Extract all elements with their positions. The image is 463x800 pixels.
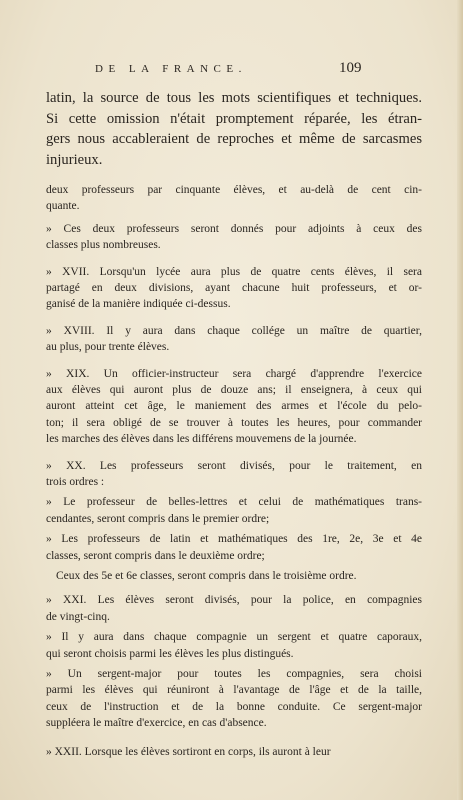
text-line: ganisé de la manière indiquée ci-dessus. [46,298,231,311]
text-line: les marches des élèves dans les différens mouvemens de la journée. [46,433,357,446]
intro-line: injurieux. [46,151,103,168]
text-line: » XVII. Lorsqu'un lycée aura plus de quatre cents élèves, il sera [46,265,422,278]
text-line: cendantes, seront compris dans le premier ordre; [46,512,270,525]
paragraph [46,666,422,732]
text-line: » Les professeurs de latin et mathématiques des 1re, 2e, 3e et 4e [46,533,422,546]
text-line: » Il y aura dans chaque compagnie un sergent et quatre caporaux, [46,631,422,644]
text-line: aux élèves qui auront plus de douze ans; il enseignera, à ceux qui [46,383,422,396]
page-header [95,63,368,75]
paragraph [46,366,422,448]
text-line: auront atteint cet âge, le maniement des armes et l'école du pelo- [46,400,422,413]
running-head: DE LA FRANCE. [95,63,247,75]
intro-line: latin, la source de tous les mots scientifiques et techniques. [46,90,422,106]
paragraph [46,744,422,760]
text-line: » XIX. Un officier-instructeur sera chargé d'apprendre l'exercice [46,367,422,380]
text-line: de vingt-cinq. [46,610,110,623]
text-line: » Ces deux professeurs seront donnés pour adjoints à ceux des [46,222,422,235]
text-line: ceux de l'instruction et de la bonne conduite. Ce sergent-major [46,700,422,713]
text-line: » XVIII. Il y aura dans chaque collége un maître de quartier, [46,324,422,337]
paragraph [46,531,422,564]
text-line: classes, seront compris dans le deuxième ordre; [46,549,265,562]
intro-line: gers nous accableraient de reproches et même de sarcasmes [46,131,422,147]
text-line: classes plus nombreuses. [46,239,161,252]
paragraph [46,264,422,313]
paragraph [46,568,422,584]
text-line: qui seront choisis parmi les élèves les plus distingués. [46,647,294,660]
text-line: » XXII. Lorsque les élèves sortiront en corps, ils auront à leur [46,745,331,758]
paragraph [46,182,422,215]
text-line: au plus, pour trente élèves. [46,341,170,354]
paragraph [46,323,422,356]
text-line: partagé en deux divisions, ayant chacune huit professeurs, et or- [46,281,422,294]
text-line: Ceux des 5e et 6e classes, seront compris dans le troisième ordre. [56,569,357,582]
text-line: suppléera le maître d'exercice, en cas d'absence. [46,717,267,730]
paragraph [46,592,422,625]
text-line: » XXI. Les élèves seront divisés, pour la police, en compagnies [46,594,422,607]
text-line: » Le professeur de belles-lettres et celui de mathématiques trans- [46,496,422,509]
text-line: quante. [46,200,80,213]
text-line: trois ordres : [46,475,105,488]
paragraph [46,494,422,527]
intro-paragraph [46,88,422,170]
page-edge [457,0,463,800]
page-number: 109 [339,60,362,76]
text-line: parmi les élèves qui réuniront à l'avantage de l'âge et de la taille, [46,684,422,697]
text-line: ton; il sera obligé de se trouver à toutes les heures, pour commander [46,416,422,429]
text-line: » XX. Les professeurs seront divisés, pour le traitement, en [46,459,422,472]
body-text [46,182,422,760]
paragraph [46,221,422,254]
paragraph [46,458,422,491]
paragraph [46,629,422,662]
intro-line: Si cette omission n'était promptement réparée, les étran- [46,110,422,127]
text-line: » Un sergent-major pour toutes les compagnies, sera choisi [46,667,422,680]
text-line: deux professeurs par cinquante élèves, et au-delà de cent cin- [46,184,422,196]
